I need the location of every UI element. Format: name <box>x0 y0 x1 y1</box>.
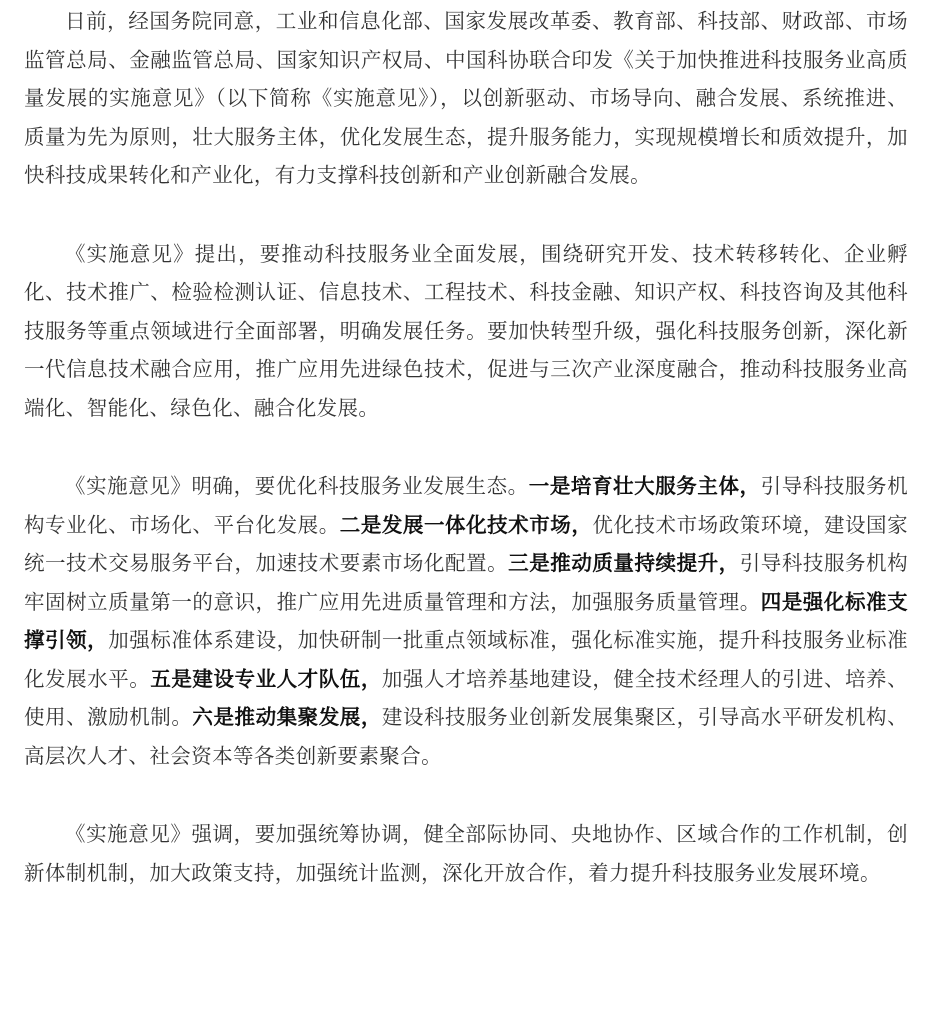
paragraph-coordination: 《实施意见》强调，要加强统筹协调，健全部际协同、央地协作、区域合作的工作机制，创新体制机制，加大政策支持，加强统计监测，深化开放合作，着力提升科技服务业发展环境。 <box>24 822 908 885</box>
paragraph-development-tasks: 《实施意见》提出，要推动科技服务业全面发展，围绕研究开发、技术转移转化、企业孵化、技术推广、检验检测认证、信息技术、工程技术、科技金融、知识产权、科技咨询及其他科技服务等重点领域进行全面部署，明确发展任务。要加快转型升级，强化科技服务创新，深化新一代信息技术融合应用，推广应用先进绿色技术，促进与三次产业深度融合，推动科技服务业高端化、智能化、绿色化、融合化发展。 <box>24 241 908 420</box>
item-5-heading: 五是建设专业人才队伍， <box>150 666 382 691</box>
ecosystem-intro: 《实施意见》明确，要优化科技服务业发展生态。 <box>65 474 529 498</box>
item-4-heading: 四是强化标准支撑引领， <box>24 589 908 652</box>
item-5-text: 加强人才培养基地建设，健全技术经理人的引进、培养、使用、激励机制。 <box>24 666 908 729</box>
paragraph-ecosystem <box>24 467 908 775</box>
paragraph-announcement: 日前，经国务院同意，工业和信息化部、国家发展改革委、教育部、科技部、财政部、市场监管总局、金融监管总局、国家知识产权局、中国科协联合印发《关于加快推进科技服务业高质量发展的实施意见》（以下简称《实施意见》），以创新驱动、市场导向、融合发展、系统推进、质量为先为原则，壮大服务主体，优化发展生态，提升服务能力，实现规模增长和质效提升，加快科技成果转化和产业化，有力支撑科技创新和产业创新融合发展。 <box>24 9 908 187</box>
item-4-text: 加强标准体系建设，加快研制一批重点领域标准，强化标准实施，提升科技服务业标准化发展水平。 <box>24 628 909 691</box>
item-6-text: 建设科技服务业创新发展集聚区，引导高水平研发机构、高层次人才、社会资本等各类创新要素聚合。 <box>24 705 909 768</box>
item-3-text: 引导科技服务机构牢固树立质量第一的意识，推广应用先进质量管理和方法，加强服务质量管理。 <box>24 551 908 614</box>
item-1-heading: 一是培育壮大服务主体， <box>528 474 761 498</box>
item-3-heading: 三是推动质量持续提升， <box>508 551 740 575</box>
item-2-text: 优化技术市场政策环境，建设国家统一技术交易服务平台，加速技术要素市场化配置。 <box>24 512 909 575</box>
item-1-text: 引导科技服务机构专业化、市场化、平台化发展。 <box>24 474 908 537</box>
item-6-heading: 六是推动集聚发展， <box>192 705 382 729</box>
item-2-heading: 二是发展一体化技术市场， <box>339 512 593 537</box>
